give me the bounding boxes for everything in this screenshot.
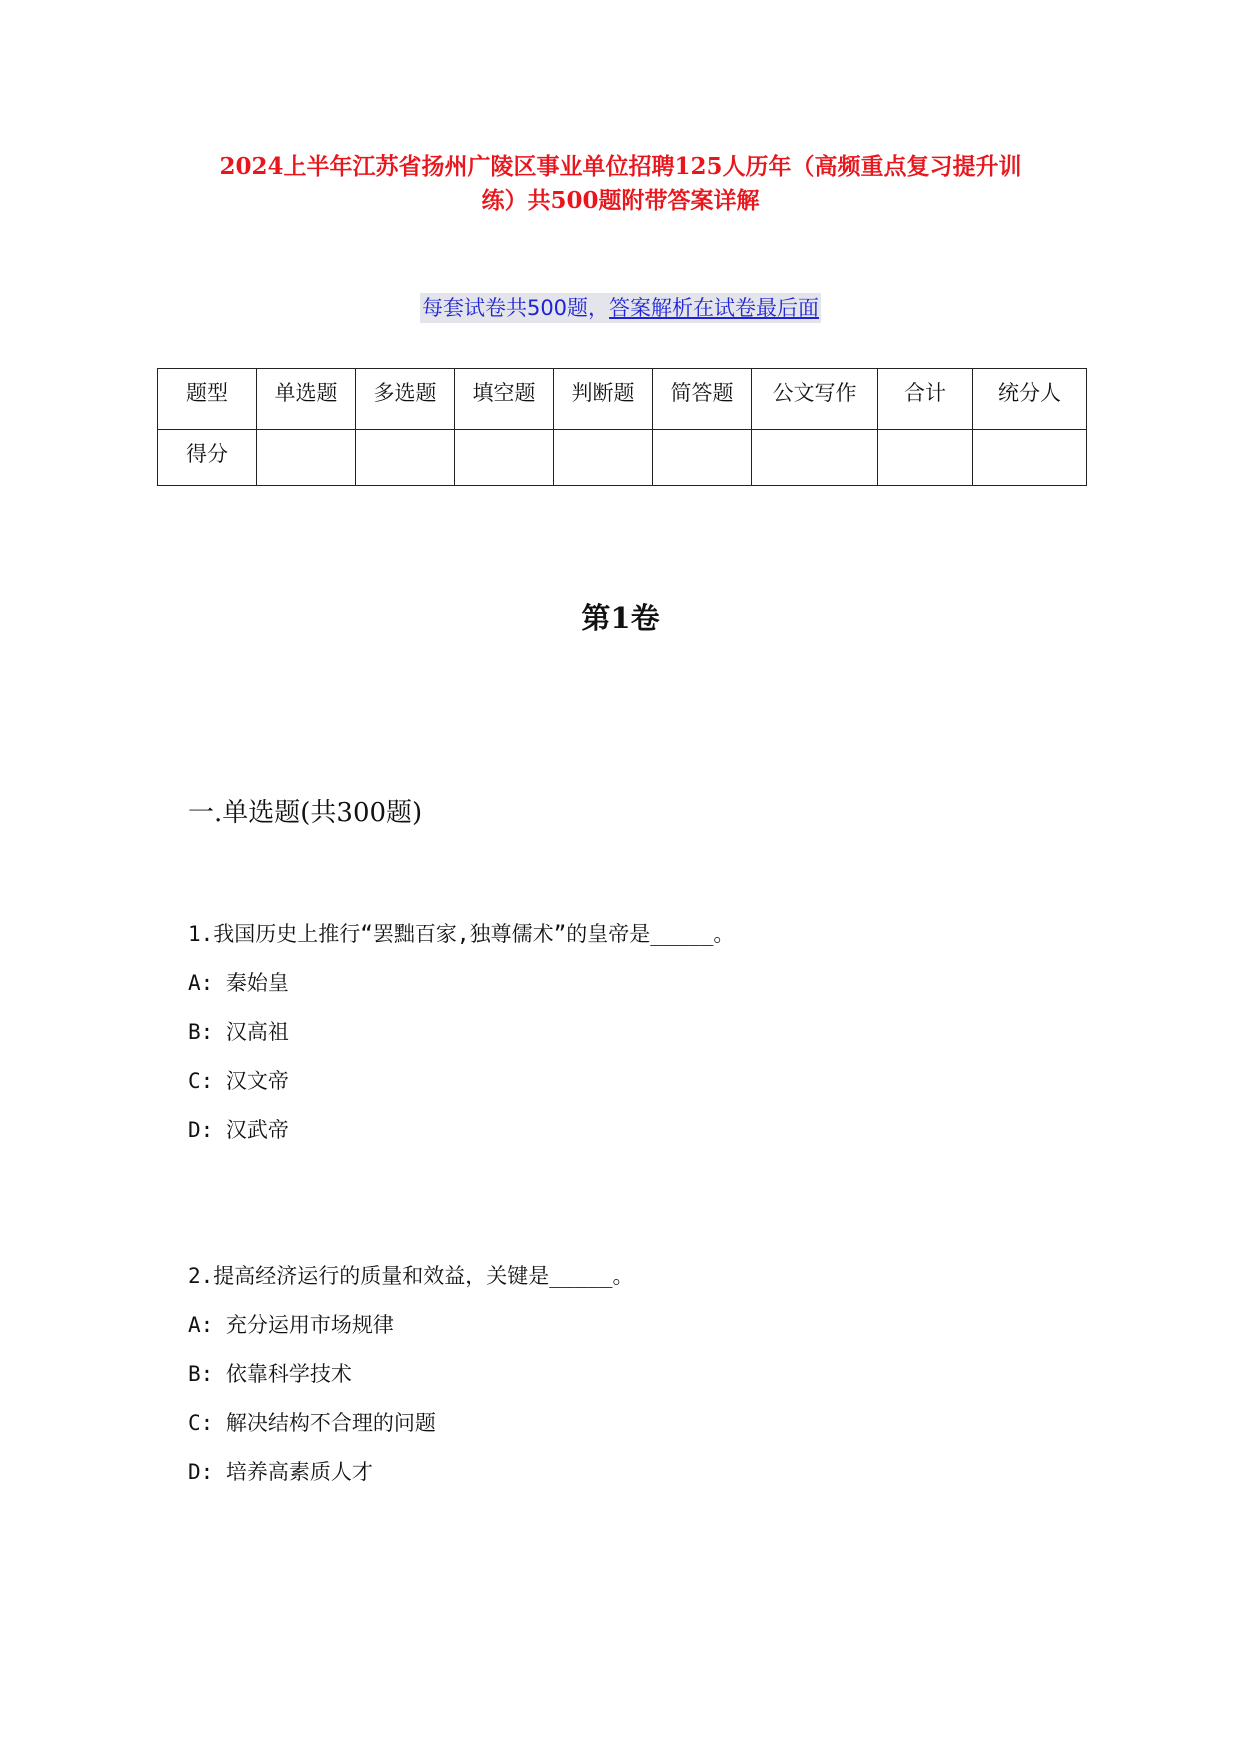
notice-link[interactable]: 答案解析在试卷最后面 bbox=[609, 296, 820, 320]
score-table-header-row bbox=[158, 369, 1087, 430]
score-cell bbox=[455, 430, 554, 486]
option-a: A: 充分运用市场规律 bbox=[188, 1313, 394, 1337]
score-cell bbox=[653, 430, 752, 486]
question-stem: 1.我国历史上推行“罢黜百家,独尊儒术”的皇帝是_____。 bbox=[188, 922, 735, 946]
option-d: D: 汉武帝 bbox=[188, 1118, 289, 1142]
notice-banner bbox=[0, 293, 1241, 323]
question-2 bbox=[188, 1252, 634, 1497]
header-cell-official-writing: 公文写作 bbox=[752, 369, 878, 430]
question-stem: 2.提高经济运行的质量和效益，关键是_____。 bbox=[188, 1264, 634, 1288]
header-cell-short-answer: 简答题 bbox=[653, 369, 752, 430]
document-title bbox=[150, 150, 1091, 218]
notice-highlight bbox=[420, 293, 821, 323]
score-cell bbox=[878, 430, 973, 486]
option-b: B: 依靠科学技术 bbox=[188, 1362, 352, 1386]
score-cell bbox=[257, 430, 356, 486]
score-row-label: 得分 bbox=[158, 430, 257, 486]
header-cell-true-false: 判断题 bbox=[554, 369, 653, 430]
score-cell bbox=[752, 430, 878, 486]
score-table bbox=[157, 368, 1087, 486]
document-title-line-2: 练）共500题附带答案详解 bbox=[481, 187, 760, 214]
score-cell bbox=[356, 430, 455, 486]
option-b: B: 汉高祖 bbox=[188, 1020, 289, 1044]
header-cell-single-choice: 单选题 bbox=[257, 369, 356, 430]
option-d: D: 培养高素质人才 bbox=[188, 1460, 373, 1484]
score-table-score-row bbox=[158, 430, 1087, 486]
header-cell-fill-blank: 填空题 bbox=[455, 369, 554, 430]
notice-text: 每套试卷共500题， bbox=[421, 296, 610, 320]
document-title-line-1: 2024上半年江苏省扬州广陵区事业单位招聘125人历年（高频重点复习提升训 bbox=[219, 153, 1022, 180]
volume-title: 第1卷 bbox=[581, 601, 660, 635]
score-cell bbox=[973, 430, 1087, 486]
header-cell-multiple-choice: 多选题 bbox=[356, 369, 455, 430]
header-cell-type: 题型 bbox=[158, 369, 257, 430]
score-cell bbox=[554, 430, 653, 486]
question-1 bbox=[188, 910, 734, 1155]
section-title: 一.单选题(共300题) bbox=[188, 798, 423, 828]
header-cell-total: 合计 bbox=[878, 369, 973, 430]
option-c: C: 解决结构不合理的问题 bbox=[188, 1411, 436, 1435]
option-a: A: 秦始皇 bbox=[188, 971, 289, 995]
option-c: C: 汉文帝 bbox=[188, 1069, 289, 1093]
header-cell-scorer: 统分人 bbox=[973, 369, 1087, 430]
